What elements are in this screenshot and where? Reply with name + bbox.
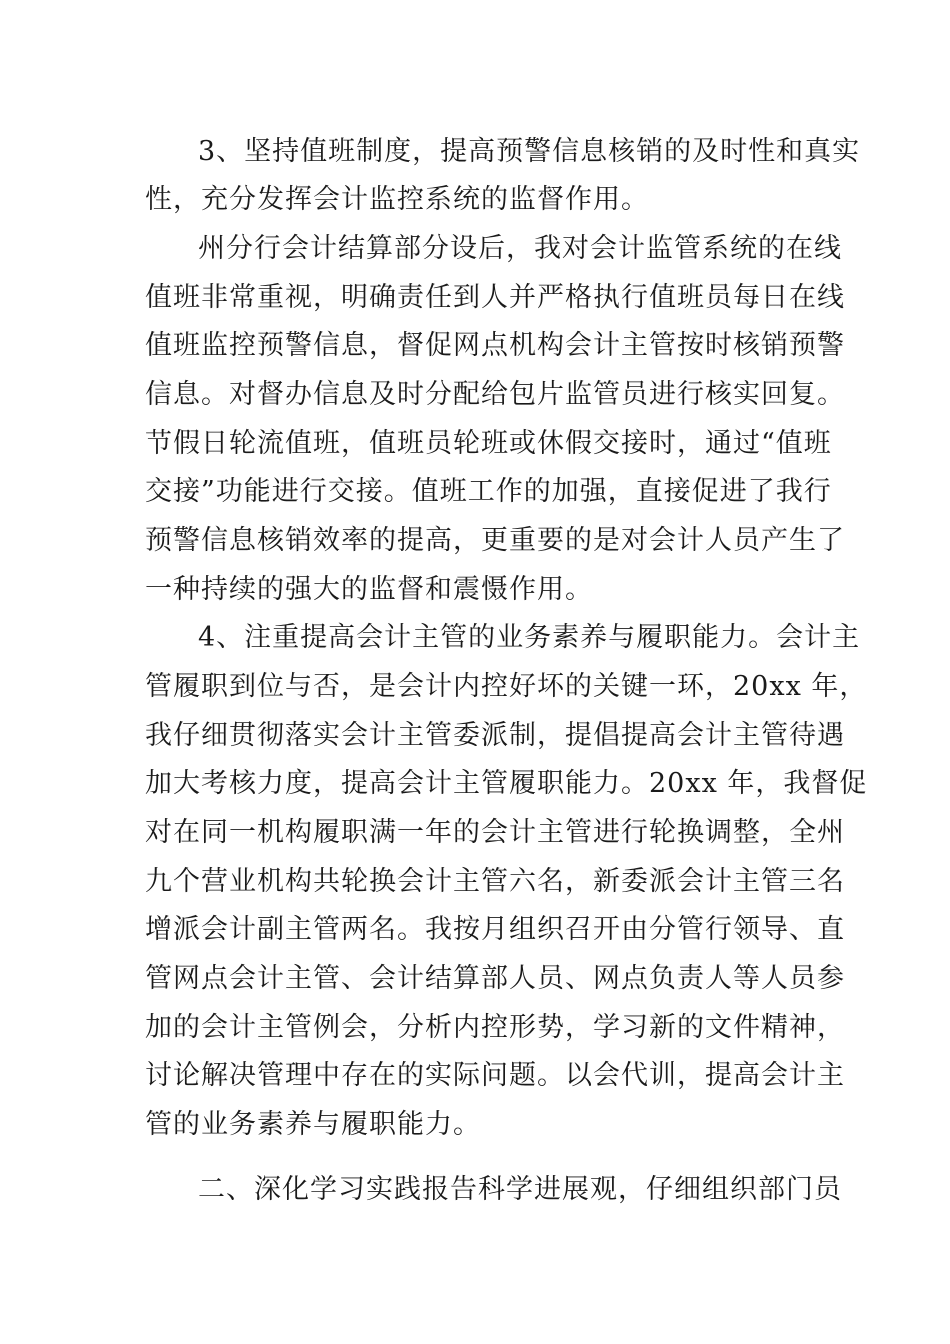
paragraph-line: 性，充分发挥会计监控系统的监督作用。 xyxy=(145,184,649,215)
section-heading-line: 二、深化学习实践报告科学进展观，仔细组织部门员 xyxy=(198,1174,842,1205)
paragraph-line: 3、坚持值班制度，提高预警信息核销的及时性和真实 xyxy=(198,136,861,167)
paragraph-line: 预警信息核销效率的提高，更重要的是对会计人员产生了 xyxy=(145,525,845,556)
paragraph-line: 加大考核力度，提高会计主管履职能力。20xx 年，我督促 xyxy=(145,768,868,799)
paragraph-line: 加的会计主管例会，分析内控形势，学习新的文件精神， xyxy=(145,1012,845,1043)
paragraph-line: 值班非常重视，明确责任到人并严格执行值班员每日在线 xyxy=(145,282,845,313)
paragraph-line: 信息。对督办信息及时分配给包片监管员进行核实回复。 xyxy=(145,379,845,410)
paragraph-line: 交接”功能进行交接。值班工作的加强，直接促进了我行 xyxy=(145,476,832,507)
paragraph-line: 讨论解决管理中存在的实际问题。以会代训，提高会计主 xyxy=(145,1060,845,1091)
paragraph-line: 4、注重提高会计主管的业务素养与履职能力。会计主 xyxy=(198,622,861,653)
paragraph-line: 值班监控预警信息，督促网点机构会计主管按时核销预警 xyxy=(145,330,845,361)
paragraph-line: 节假日轮流值班，值班员轮班或休假交接时，通过“值班 xyxy=(145,428,832,459)
paragraph-line: 九个营业机构共轮换会计主管六名，新委派会计主管三名 xyxy=(145,866,845,897)
paragraph-line: 增派会计副主管两名。我按月组织召开由分管行领导、直 xyxy=(145,914,845,945)
paragraph-line: 我仔细贯彻落实会计主管委派制，提倡提高会计主管待遇 xyxy=(145,720,845,751)
paragraph-line: 对在同一机构履职满一年的会计主管进行轮换调整，全州 xyxy=(145,817,845,848)
paragraph-line: 管的业务素养与履职能力。 xyxy=(145,1109,481,1140)
paragraph-line: 州分行会计结算部分设后，我对会计监管系统的在线 xyxy=(198,233,842,264)
paragraph-line: 管履职到位与否，是会计内控好坏的关键一环，20xx 年， xyxy=(145,671,868,702)
paragraph-line: 管网点会计主管、会计结算部人员、网点负责人等人员参 xyxy=(145,963,845,994)
paragraph-line: 一种持续的强大的监督和震慑作用。 xyxy=(145,574,593,605)
